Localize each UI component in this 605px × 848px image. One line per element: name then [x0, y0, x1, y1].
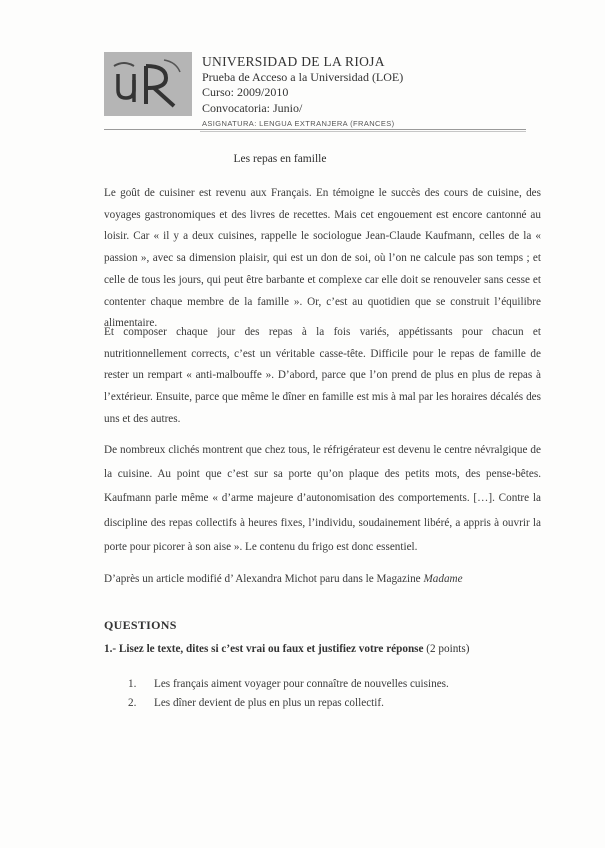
- question-1-label: 1.- Lisez le texte, dites si c’est vrai ou faux et justifiez votre réponse: [104, 643, 424, 655]
- article-source: [104, 573, 463, 585]
- source-magazine: Madame: [423, 573, 463, 585]
- source-text: D’après un article modifié d’ Alexandra Michot paru dans le Magazine: [104, 573, 424, 585]
- question-item-text: Les français aiment voyager pour connaître de nouvelles cuisines.: [154, 678, 449, 690]
- question-1: [104, 643, 469, 655]
- article-paragraph-1: Le goût de cuisiner est revenu aux Français. En témoigne le succès des cours de cuisine, des voyages gastronomiques et des livres de recettes. Mais cet engouement est encore cantonné au loisir. Car « il y a deux cuisines, rappelle le sociologue Jean-Claude Kaufmann, celles de la « passion », avec sa dimension plaisir, qui est un don de soi, où l’on ne calcule pas son temps ; et celle de tous les jours, qui peut être barbante et complexe car elle doit se renouveler sans cesse et contenter chaque membre de la famille ». Or, c’est au quotidien que se construit l’équilibre alimentaire.: [104, 187, 541, 330]
- article-title: Les repas en famille: [233, 153, 327, 165]
- subject-line: ASIGNATURA: LENGUA EXTRANJERA (FRANCES): [202, 119, 395, 128]
- header-block: [202, 54, 403, 132]
- header-divider: [104, 129, 526, 130]
- question-1-points: (2 points): [423, 643, 470, 655]
- exam-name: Prueba de Acceso a la Universidad (LOE): [202, 69, 404, 84]
- question-item-number: 1.: [128, 678, 137, 690]
- header-divider-secondary: [200, 131, 526, 132]
- question-item-number: 2.: [128, 697, 137, 709]
- question-item: [128, 697, 384, 709]
- article-paragraph-3: De nombreux clichés montrent que chez tous, le réfrigérateur est devenu le centre névralgique de la cuisine. Au point que c’est sur sa porte qu’on plaque des petits mots, des pense-bêtes. Kaufmann parle même « d’arme majeure d’autonomisation des comportements. […]. Contre la discipline des repas collectifs à heures fixes, l’individu, soudainement libéré, a appris à ouvrir la porte pour picorer à son aise ». Le contenu du frigo est donc essentiel.: [104, 444, 541, 553]
- questions-heading: QUESTIONS: [104, 618, 177, 632]
- article-paragraph-2: Et composer chaque jour des repas à la fois variés, appétissants pour chacun et nutritionnellement corrects, c’est un véritable casse-tête. Difficile pour le repas de famille de rester un rempart « anti-malbouffe ». D’abord, parce que l’on prend de plus en plus de repas à l’extérieur. Ensuite, parce que même le dîner en famille est mis à mal par les horaires décalés des uns et des autres.: [104, 326, 541, 425]
- university-name: UNIVERSIDAD DE LA RIOJA: [202, 54, 385, 69]
- question-item: [128, 678, 449, 690]
- exam-session: Convocatoria: Junio/: [202, 100, 303, 115]
- question-item-text: Les dîner devient de plus en plus un repas collectif.: [154, 697, 384, 709]
- university-logo: [104, 52, 192, 116]
- course-year: Curso: 2009/2010: [202, 85, 289, 99]
- logo-graphic: [104, 52, 192, 116]
